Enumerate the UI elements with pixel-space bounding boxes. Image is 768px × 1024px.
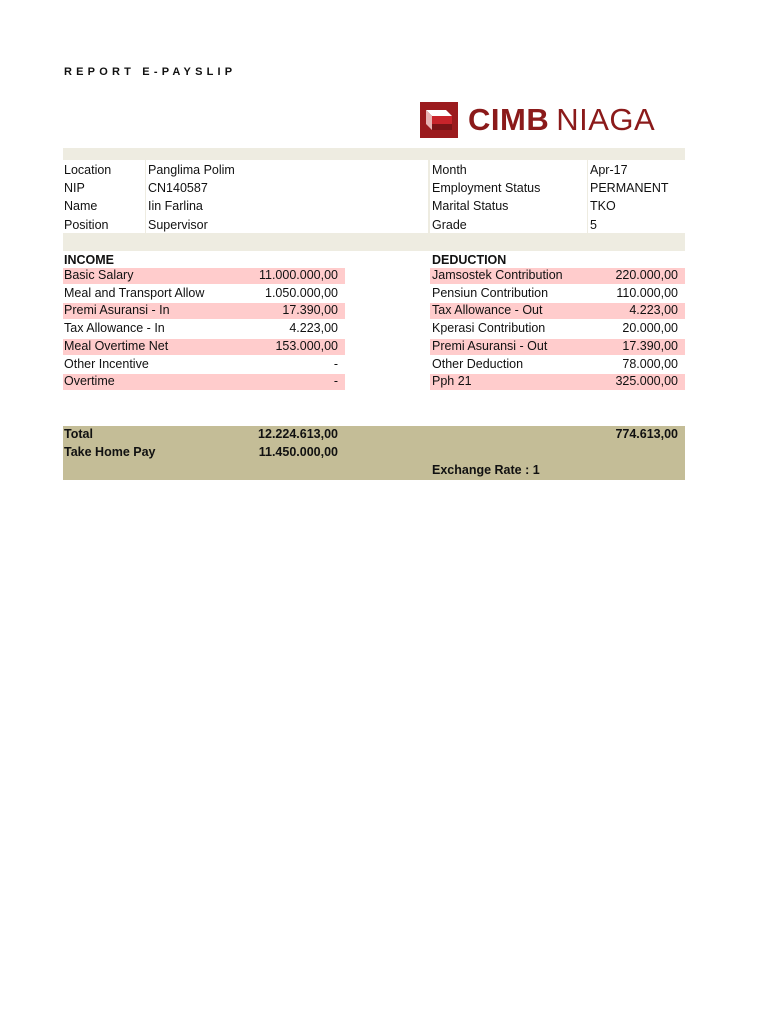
income-row-value: 153.000,00 bbox=[275, 339, 338, 353]
name-label: Name bbox=[64, 199, 98, 213]
income-row-label: Premi Asuransi - In bbox=[64, 303, 170, 317]
deduction-row-value: 17.390,00 bbox=[622, 339, 678, 353]
marital-status-value: TKO bbox=[590, 199, 616, 213]
logo-brand-light: NIAGA bbox=[556, 102, 656, 137]
nip-label: NIP bbox=[64, 181, 85, 195]
cimb-logo-mark-icon bbox=[420, 102, 458, 138]
nip-value: CN140587 bbox=[148, 181, 208, 195]
income-row-label: Overtime bbox=[64, 374, 115, 388]
income-row-value: 11.000.000,00 bbox=[258, 268, 338, 282]
employment-status-label: Employment Status bbox=[432, 181, 541, 195]
deduction-row-value: 78.000,00 bbox=[622, 357, 678, 371]
income-row-value: - bbox=[333, 374, 338, 388]
employment-status-value: PERMANENT bbox=[590, 181, 669, 195]
position-label: Position bbox=[64, 218, 109, 232]
name-value: Iin Farlina bbox=[148, 199, 203, 213]
grade-label: Grade bbox=[432, 218, 467, 232]
income-row-value: 1.050.000,00 bbox=[265, 286, 338, 300]
deduction-row-value: 4.223,00 bbox=[629, 303, 678, 317]
exchange-rate: Exchange Rate : 1 bbox=[432, 463, 540, 477]
deduction-row-label: Pph 21 bbox=[432, 374, 472, 388]
deduction-row-label: Pensiun Contribution bbox=[432, 286, 549, 300]
grade-value: 5 bbox=[590, 218, 597, 232]
deduction-heading: DEDUCTION bbox=[432, 253, 507, 267]
total-income-value: 12.224.613,00 bbox=[258, 427, 338, 441]
total-label: Total bbox=[64, 427, 93, 441]
income-row-value: 4.223,00 bbox=[289, 321, 338, 335]
deduction-row-value: 20.000,00 bbox=[622, 321, 678, 335]
deduction-row-value: 110.000,00 bbox=[616, 286, 678, 300]
income-heading: INCOME bbox=[64, 253, 114, 267]
income-row-label: Tax Allowance - In bbox=[64, 321, 165, 335]
income-row-value: 17.390,00 bbox=[282, 303, 338, 317]
deduction-row-value: 220.000,00 bbox=[615, 268, 678, 282]
income-row-label: Other Incentive bbox=[64, 357, 149, 371]
take-home-pay-label: Take Home Pay bbox=[64, 445, 156, 459]
deduction-row-label: Other Deduction bbox=[432, 357, 524, 371]
report-title: REPORT E-PAYSLIP bbox=[64, 66, 237, 78]
logo-brand-bold: CIMB bbox=[468, 102, 550, 137]
deduction-row-label: Tax Allowance - Out bbox=[432, 303, 543, 317]
deduction-row-label: Kperasi Contribution bbox=[432, 321, 546, 335]
income-row-value: - bbox=[333, 357, 338, 371]
take-home-pay-value: 11.450.000,00 bbox=[258, 445, 338, 459]
cimb-niaga-logo bbox=[420, 102, 655, 138]
location-value: Panglima Polim bbox=[148, 163, 235, 177]
position-value: Supervisor bbox=[148, 218, 208, 232]
income-row-label: Meal and Transport Allow bbox=[64, 286, 205, 300]
income-row-label: Basic Salary bbox=[64, 268, 134, 282]
marital-status-label: Marital Status bbox=[432, 199, 509, 213]
location-label: Location bbox=[64, 163, 112, 177]
total-deduction-value: 774.613,00 bbox=[615, 427, 678, 441]
month-label: Month bbox=[432, 163, 467, 177]
month-value: Apr-17 bbox=[590, 163, 628, 177]
deduction-row-label: Jamsostek Contribution bbox=[432, 268, 563, 282]
deduction-row-label: Premi Asuransi - Out bbox=[432, 339, 548, 353]
income-row-label: Meal Overtime Net bbox=[64, 339, 169, 353]
deduction-row-value: 325.000,00 bbox=[615, 374, 678, 388]
